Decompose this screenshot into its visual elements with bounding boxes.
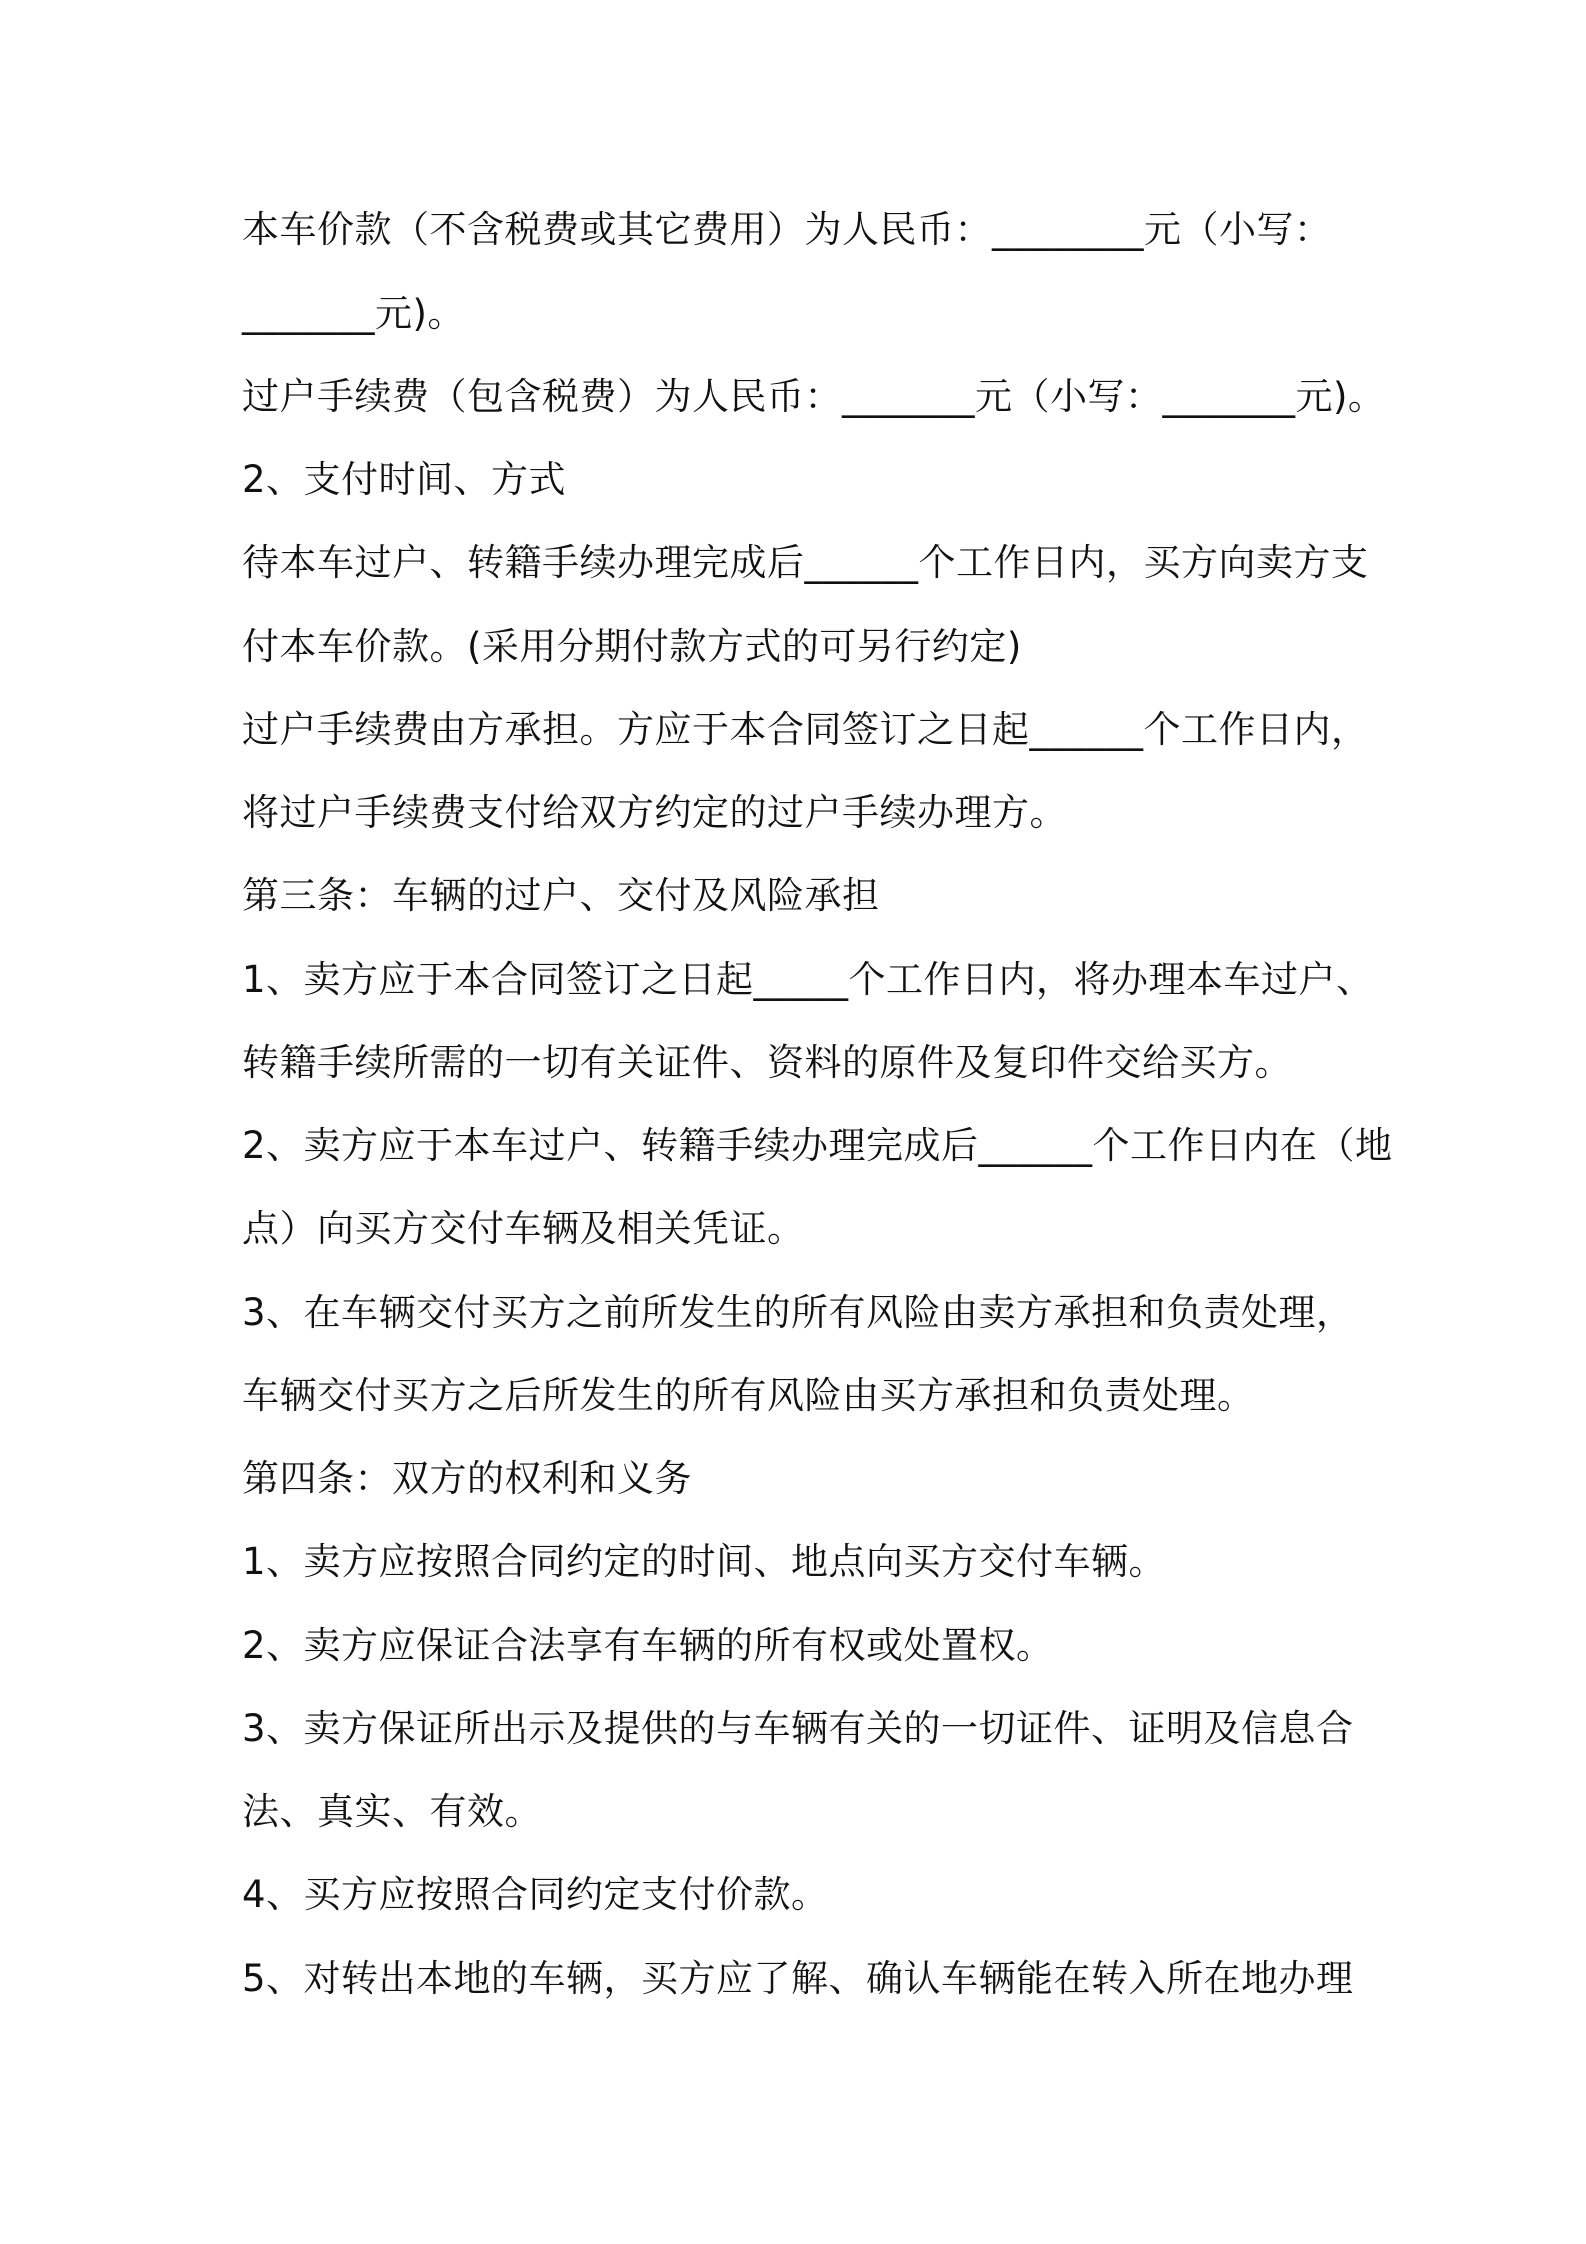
section-heading: 2、支付时间、方式: [242, 458, 567, 501]
text-line: 4、买方应按照合同约定支付价款。: [242, 1873, 829, 1916]
text-line: 2、卖方应于本车过户、转籍手续办理完成后______个工作日内在（地: [242, 1124, 1393, 1167]
text-line: 本车价款（不含税费或其它费用）为人民币：________元（小写：: [242, 208, 1332, 251]
text-line: 过户手续费由方承担。方应于本合同签订之日起______个工作日内，: [242, 708, 1369, 751]
article-heading: 第四条：双方的权利和义务: [242, 1457, 692, 1500]
text-line: 过户手续费（包含税费）为人民币：_______元（小写：_______元)。: [242, 375, 1386, 418]
text-line: 1、卖方应按照合同约定的时间、地点向买方交付车辆。: [242, 1540, 1167, 1583]
text-line: 5、对转出本地的车辆，买方应了解、确认车辆能在转入所在地办理: [242, 1957, 1354, 2000]
text-line: 待本车过户、转籍手续办理完成后______个工作日内，买方向卖方支: [242, 541, 1369, 584]
text-line: 3、在车辆交付买方之前所发生的所有风险由卖方承担和负责处理，: [242, 1291, 1354, 1334]
text-line: 转籍手续所需的一切有关证件、资料的原件及复印件交给买方。: [242, 1041, 1292, 1084]
article-heading: 第三条：车辆的过户、交付及风险承担: [242, 874, 880, 917]
text-line: 1、卖方应于本合同签订之日起_____个工作日内，将办理本车过户、: [242, 958, 1374, 1001]
text-line: 3、卖方保证所出示及提供的与车辆有关的一切证件、证明及信息合: [242, 1707, 1354, 1750]
text-line: 2、卖方应保证合法享有车辆的所有权或处置权。: [242, 1624, 1054, 1667]
text-line: 付本车价款。(采用分期付款方式的可另行约定): [242, 625, 1022, 668]
text-line: 车辆交付买方之后所发生的所有风险由买方承担和负责处理。: [242, 1374, 1255, 1417]
text-line: _______元)。: [242, 292, 465, 335]
text-line: 将过户手续费支付给双方约定的过户手续办理方。: [242, 791, 1067, 834]
text-line: 点）向买方交付车辆及相关凭证。: [242, 1207, 805, 1250]
text-line: 法、真实、有效。: [242, 1790, 542, 1833]
